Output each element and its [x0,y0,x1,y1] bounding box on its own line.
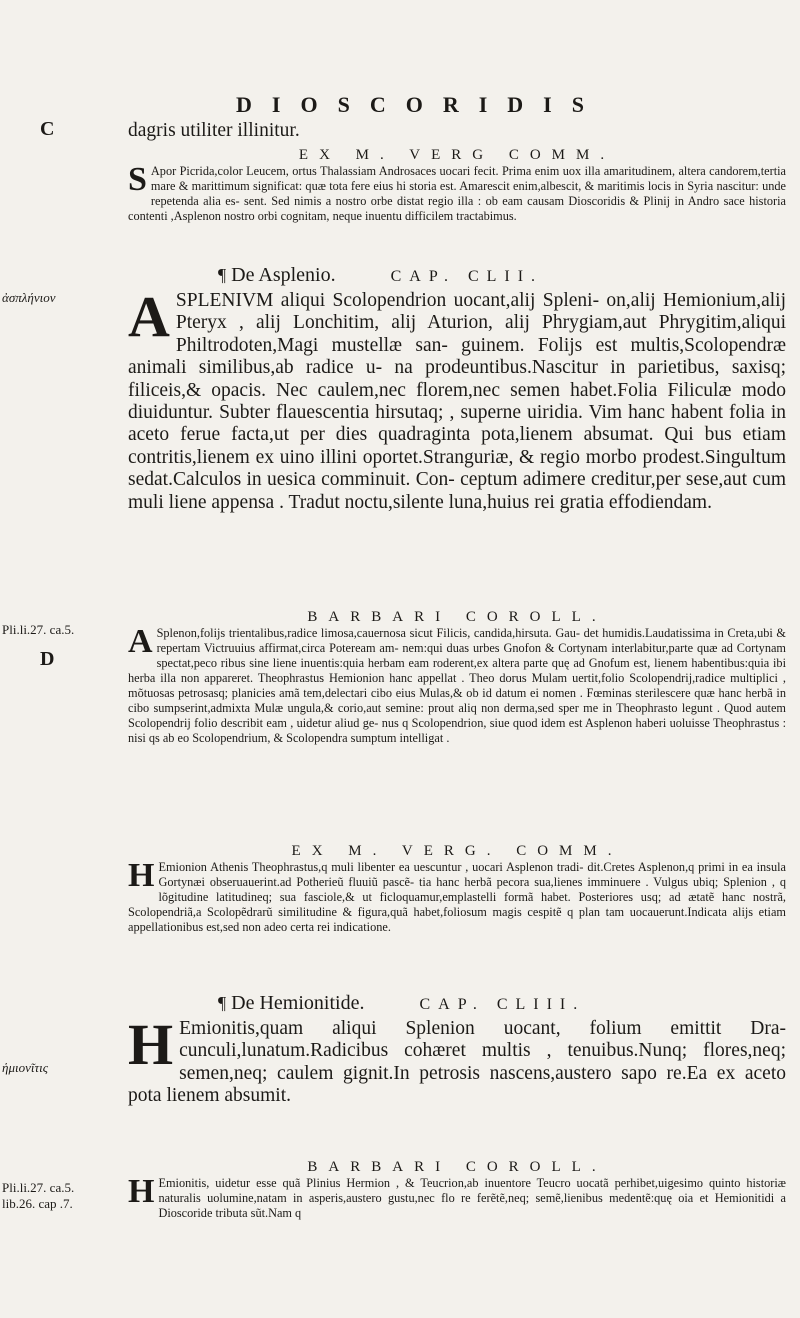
chapter-heading-2 [128,990,786,1018]
chapter-number-2: CAP. CLIII. [419,996,586,1013]
dropcap-h-small-1: H [128,857,155,894]
dropcap-h-small-2: H [128,1173,155,1210]
barbari-section-1 [128,608,786,746]
chapter-text-2: Emionitis,quam aliqui Splenion uocant, folium emittit Dra- cunculi,lunatum.Radicibus cohæret multis , tenuibus.Nunq; flores,neq; semen,neq; caulem gignit.In petrosis nascens,austero sapo re.Ea ex aceto pota lienem absumit. [128,1018,786,1107]
dropcap-h: H [128,1012,174,1077]
barbari-text-1: Splenon,folijs trientalibus,radice limosa,cauernosa sicut Filicis, candida,hirsuta. Gau- det humidis.Laudatissima in Creta,ubi & repertam Victruuius affirmat,circa Poteream am- nem:qui duas urbes Gnofon & Cortynam interlabitur,parte quæ ad Cortynam spectat,peco ribus sine liene inuentis:quia herbam eam roderent,ex altera parte quę ad Gnofum est, lienem habentibus:quia ibi herba illa non appareret. Theophrastus Hemionion hanc appellat . Theo dorus Mulam uertit,folio Scolopendrij,radice multiplici , mõtuosas petrosasq; planicies amã tem,delectari cibo eius Mulas,& ob id datum ei nomen . Fœminas sterilescere quæ hanc herbã in cibo sumpserint,admixta Mulæ ungula,& corio,aut semine: prout aliq non derma,sed sper me in Theophrasto legunt . Quod autem Scolopendrij folio describit eam , uidetur aliud ge- nus q Scolopendrion, siue quod idem est Asplenon haberi uoluisse Theophrastus : nisi qs ab eo Scolopendrium, & Scolopendra sumptum intelligat . [128,626,786,745]
commentary-heading-2: EX M. VERG. COMM. [291,843,623,859]
chapter-hemionitis [128,990,786,1108]
barbari-heading-1: BARBARI COROLL. [307,609,607,625]
margin-reference-pliny-3: lib.26. cap .7. [2,1196,73,1211]
margin-letter-d: D [40,648,55,670]
pilcrow-icon: ¶ [218,265,227,285]
running-title: DIOSCORIDIS [236,92,604,117]
chapter-text-1: SPLENIVM aliqui Scolopendrion uocant,alij Spleni- on,alij Hemionium,alij Pteryx , alij Lonchitim, alij Aturion, alij Phrygiam,aut Phrygitim,aliqui Philtrodoten,Magi mustellæ san- guinem. Folijs est multis,Scolopendræ animali similibus,ab radice u- na prodeuntibus.Nascitur in parietibus, saxisq; filiceis,& opacis. Nec caulem,nec florem,nec semen habet.Folia Filiculæ modo diuiduntur. Subter flauescentia hirsutaq; , superne uiridia. Vim hanc habent folia in aceto ferue facta,ut per dies quadraginta pota,lienem absumat. Qui bus etiam contritis,lienem ex uino illini oportet.Stranguriæ, & regio morbo prodest.Singultum sedat.Calculos in uesica comminuit. Con- ceptum adimere creditur,per sese,aut cum muli liene appensa . Tradut noctu,silente luna,huius rei gratia effodiendam. [128,290,786,513]
commentary-text-1: Apor Picrida,color Leucem, ortus Thalassiam Androsaces uocari fecit. Prima enim uox illa amaritudinem, altera candorem,tertia mare & marittimum significat: quæ tota fere eius hi storia est. Amarescit enim,albescit, & maritimis locis in Syria nascitur: unde repetenda alia es- sent. Sed nimis a nostro orbe distat regio illa : ob eam causam Dioscoridis & Plinij in Andro sace historia contenti ,Asplenon nostro orbi cognitam, neque inuentu difficilem tractabimus. [128,164,786,223]
margin-greek-asplenion: ἀσπλήνιον [2,290,56,305]
chapter-asplenium [128,262,786,514]
margin-letter-c: C [40,118,55,140]
chapter-heading-1 [128,262,786,290]
barbari-section-2 [128,1158,786,1221]
margin-reference-pliny-2: Pli.li.27. ca.5. [2,1180,75,1195]
dropcap-a: A [128,284,170,349]
chapter-number-1: CAP. CLII. [390,268,544,285]
margin-greek-hemionitis: ἡμιονῖτις [2,1060,49,1075]
continuation-line: dagris utiliter illinitur. [128,120,300,141]
barbari-heading-2: BARBARI COROLL. [307,1159,607,1175]
barbari-text-2: Emionitis, uidetur esse quã Plinius Hermion , & Teucrion,ab inuentore Teucro uocatã perhibet,uigesimo quinto historiæ naturalis uolumine,natam in asperis,austero gustu,nec flo re ferẽtẽ,neq; semẽ,lienibus medentẽ:quę oia et Hemionitidi a Dioscoride tributa sũt.Nam q [158,1176,786,1220]
pilcrow-icon: ¶ [218,993,227,1013]
commentary-section-1 [128,146,786,224]
dropcap-s: S [128,161,147,198]
margin-reference-pliny-1: Pli.li.27. ca.5. [2,622,75,637]
chapter-title-2: De Hemionitide. [231,992,365,1014]
chapter-title-1: De Asplenio. [231,264,336,286]
dropcap-a-small: A [128,623,153,660]
commentary-heading-1: EX M. VERG COMM. [298,147,616,163]
commentary-text-2: Emionion Athenis Theophrastus,q muli libenter ea uescuntur , uocari Asplenon tradi- dit.Cretes Asplenon,q primi in ea insula Gortynæi obseruauerint.ad Potherieũ fluuiũ pascẽ- tia hanc herbã pecora sua,lienes imminuere . Vulgus ubiq; Splenion , q lõgitudine latitudineq; sua fasciole,& ut ficloquamur,emplastelli formã habet. Posteriores usq; ad ætatẽ hanc nostrã, Scolopendriã,a Scolopẽdrarũ similitudine & figura,quã habet,foliosum magis cespitẽ q plan tam uocauerunt.Indicata alijs etiam appellationibus est,sed non adeo certa rei indicatione. [128,860,786,934]
commentary-section-2 [128,842,786,935]
